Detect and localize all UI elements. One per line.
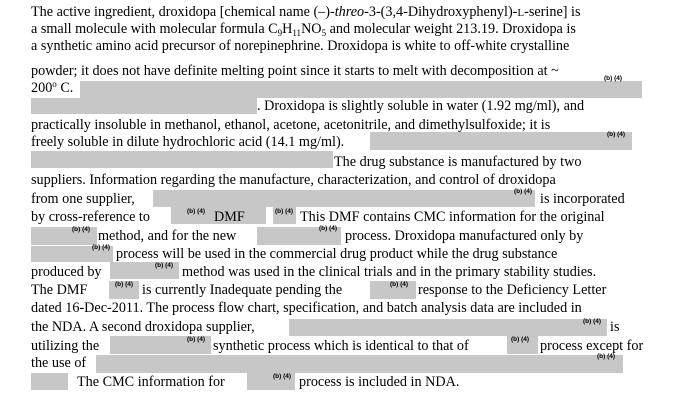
paragraph-line: synthetic process which is identical to that of	[213, 338, 469, 354]
paragraph-line: method was used in the clinical trials and in the primary stability studies.	[182, 264, 597, 280]
paragraph-line: is incorporated	[540, 191, 625, 207]
paragraph-line: is currently Inadequate pending the	[142, 282, 343, 298]
redaction-label: (b) (4)	[155, 262, 174, 269]
paragraph-line: a small molecule with molecular formula $C_9H_{11}NO_5$ and molecular weight 213.19. Droxidopa is	[31, 21, 576, 38]
redaction-label: (b) (4)	[511, 336, 530, 343]
paragraph-line: This DMF contains CMC information for the original	[300, 209, 605, 225]
paragraph-line: 200$^o$ C.	[31, 79, 74, 96]
redaction-label: (b) (4)	[92, 244, 111, 251]
redaction-label: (b) (4)	[273, 373, 292, 380]
paragraph-line: The DMF	[31, 282, 88, 298]
redaction-box	[153, 190, 535, 207]
paragraph-line: The drug substance is manufactured by two	[334, 154, 582, 170]
paragraph-line: suppliers. Information regarding the manufacture, characterization, and control of droxidopa	[31, 172, 556, 188]
paragraph-line: . Droxidopa is slightly soluble in water (1.92 mg/ml), and	[257, 98, 585, 114]
redaction-label: (b) (4)	[275, 208, 294, 215]
paragraph-line: powder; it does not have definite melting point since it starts to melt with decomposition at ~	[31, 63, 559, 79]
paragraph-line: process is included in NDA.	[299, 374, 460, 390]
redaction-box	[370, 132, 632, 150]
paragraph-line: process will be used in the commercial drug product while the drug substance	[116, 246, 558, 262]
redaction-box	[31, 151, 333, 168]
redaction-label: (b) (4)	[597, 353, 616, 360]
paragraph-line: dated 16-Dec-2011. The process flow chart, specification, and batch analysis data are included in	[31, 300, 582, 316]
paragraph-line: a synthetic amino acid precursor of norepinephrine. Droxidopa is white to off-white crystalline	[31, 38, 570, 54]
redaction-label: (b) (4)	[390, 281, 409, 288]
paragraph-line: the use of	[31, 355, 87, 371]
redaction-label: (b) (4)	[115, 281, 134, 288]
paragraph-line: process. Droxidopa manufactured only by	[345, 228, 584, 244]
paragraph-line: is	[610, 319, 620, 335]
paragraph-line: practically insoluble in methanol, ethanol, acetone, acetonitrile, and dimethylsulfoxide; it is	[31, 117, 551, 133]
redaction-label: (b) (4)	[607, 131, 626, 138]
paragraph-line: freely soluble in dilute hydrochloric acid (14.1 mg/ml).	[31, 134, 345, 150]
paragraph-line: The active ingredient, droxidopa [chemical name (–)-threo-3-(3,4-Dihydroxyphenyl)-L-serine] is	[31, 4, 581, 20]
redaction-label: (b) (4)	[583, 318, 602, 325]
redaction-label: (b) (4)	[319, 225, 338, 232]
redaction-box	[289, 319, 607, 336]
paragraph-line: from one supplier,	[31, 191, 135, 207]
redaction-label: (b) (4)	[187, 336, 206, 343]
paragraph-line: DMF	[214, 209, 245, 225]
paragraph-line: the NDA. A second droxidopa supplier,	[31, 319, 255, 335]
paragraph-line: utilizing the	[31, 338, 100, 354]
redaction-label: (b) (4)	[514, 188, 533, 195]
redaction-box	[31, 98, 257, 114]
paragraph-line: The CMC information for	[77, 374, 225, 390]
redaction-label: (b) (4)	[72, 226, 91, 233]
paragraph-line: process except for	[540, 338, 644, 354]
paragraph-line: response to the Deficiency Letter	[418, 282, 607, 298]
paragraph-line: method, and for the new	[98, 228, 237, 244]
redaction-label: (b) (4)	[604, 75, 623, 82]
redaction-box	[80, 81, 642, 98]
redaction-label: (b) (4)	[187, 208, 206, 215]
paragraph-line: by cross-reference to	[31, 209, 150, 225]
paragraph-line: produced by	[31, 264, 102, 280]
redaction-box	[96, 355, 623, 373]
redaction-box	[31, 373, 68, 390]
